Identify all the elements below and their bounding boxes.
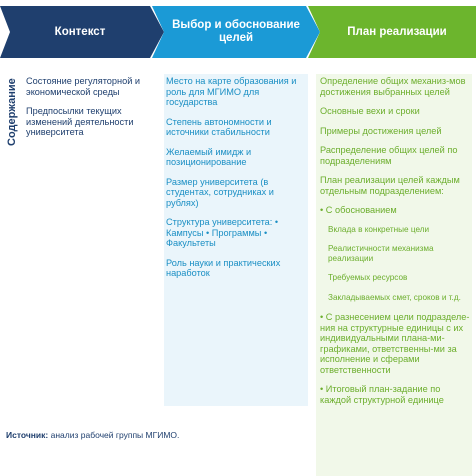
context-item: Состояние регуляторной и экономической среды xyxy=(26,76,141,97)
goals-item: Структура университета: • Кампусы • Программы • Факультеты xyxy=(166,217,279,248)
plan-item: Примеры достижения целей xyxy=(320,125,442,136)
plan-item: План реализации целей каждым отдельным подразделением: xyxy=(320,175,460,196)
header-plan xyxy=(308,6,476,58)
header-context-label: Контекст xyxy=(54,25,106,38)
column-goals xyxy=(164,74,308,406)
header-plan-label: План реализации xyxy=(347,25,447,38)
plan-item: Распределение общих целей по подразделениям xyxy=(320,145,458,166)
column-context xyxy=(26,76,158,147)
context-item: Предпосылки текущих изменений деятельности университета xyxy=(26,106,134,137)
source-note xyxy=(6,430,179,440)
goals-item: Размер университета (в студентах, сотрудниках и рублях) xyxy=(166,176,274,208)
plan-item: • С обоснованием xyxy=(320,205,397,215)
plan-item: Определение общих механиз-мов достижения выбранных целей xyxy=(320,76,466,97)
source-text: анализ рабочей группы МГИМО. xyxy=(50,430,180,440)
column-plan xyxy=(316,74,472,476)
side-label: Содержание xyxy=(6,78,18,146)
plan-subitem: Требуемых ресурсов xyxy=(328,273,408,282)
plan-item: • С разнесением цели подразделе-ния на структурные единицы с их индивидуальными плана-ми-графиками, ответственны-ми за исполнение и сферами ответственности xyxy=(320,312,470,375)
plan-item: • Итоговый план-задание по каждой структурной единице xyxy=(320,384,444,405)
goals-item: Желаемый имидж и позиционирование xyxy=(166,146,252,167)
source-label: Источник: xyxy=(6,430,49,440)
plan-subitem: Реалистичности механизма реализации xyxy=(328,244,434,263)
goals-item: Степень автономности и источники стабильности xyxy=(166,116,272,137)
plan-subitem: Вклада в конкретные цели xyxy=(328,224,430,234)
goals-item: Роль науки и практических наработок xyxy=(166,257,281,278)
plan-subitem: Закладываемых смет, сроков и т.д. xyxy=(328,292,461,302)
header-context xyxy=(0,6,164,58)
header-goals xyxy=(152,6,320,58)
header-goals-label: Выбор и обоснование целей xyxy=(172,19,300,44)
plan-item: Основные вехи и сроки xyxy=(320,106,420,116)
goals-item: Место на карте образования и роль для МГИМО для государства xyxy=(166,76,297,107)
